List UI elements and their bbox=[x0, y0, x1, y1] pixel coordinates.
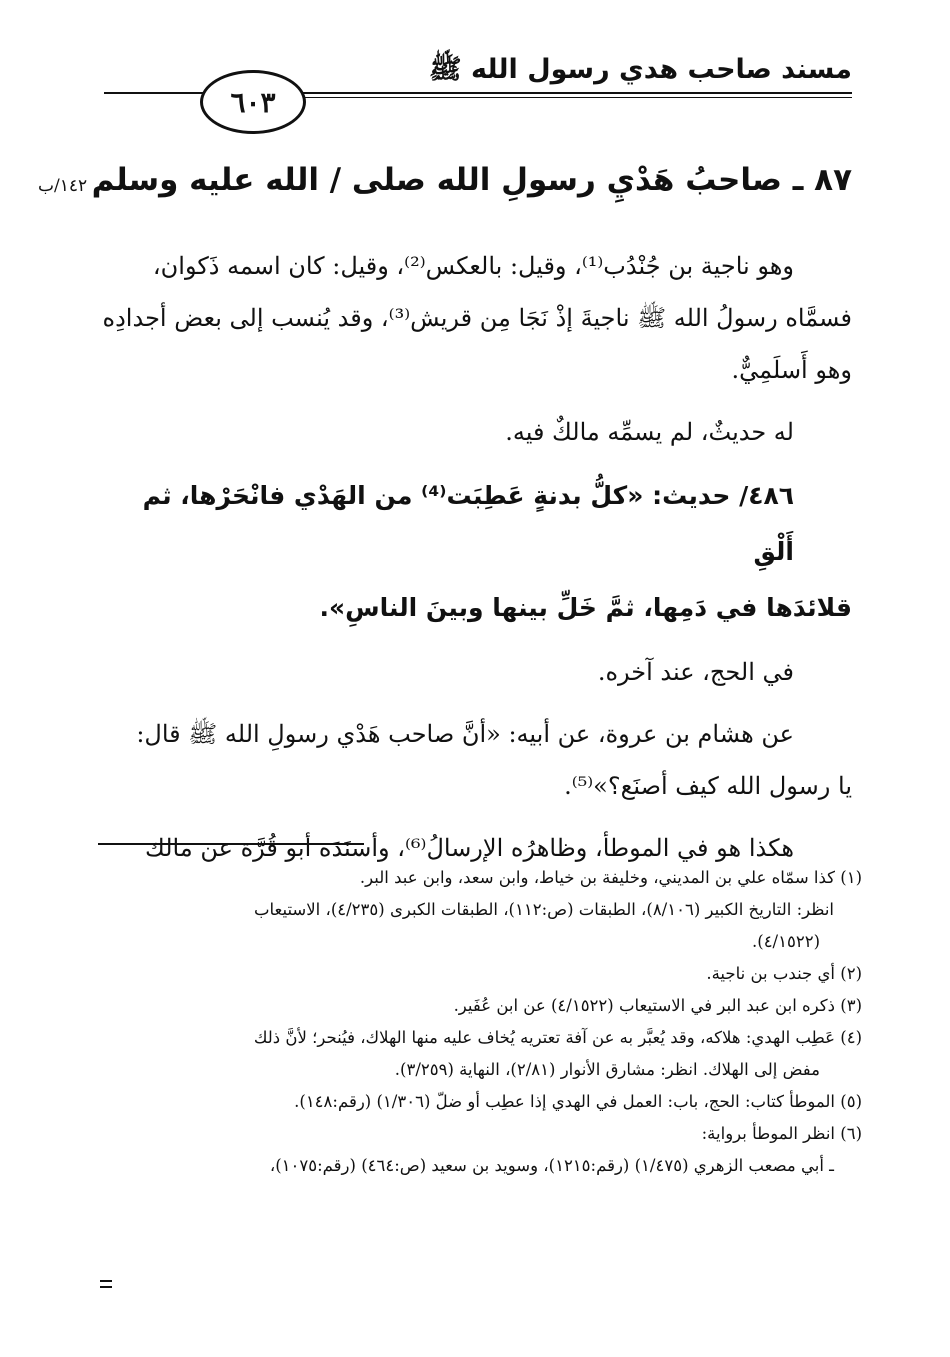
chain-line: عن هشام بن عروة، عن أبيه: «أنَّ صاحب هَدْي رسولِ الله ﷺ قال: bbox=[136, 720, 794, 748]
intro-line: وهو ناجية بن جُنْدُب⁽¹⁾، وقيل: بالعكس⁽²⁾، وقيل: كان اسمه ذَكوان، bbox=[152, 252, 794, 280]
footnote-line: (٢) أي جندب بن ناجية. bbox=[706, 964, 862, 983]
continuation-mark bbox=[100, 1280, 112, 1282]
chapter-title: ٨٧ ـ صاحبُ هَدْيِ رسولِ الله صلى / الله عليه وسلم bbox=[91, 162, 852, 198]
hadith-text-line: قلائدَها في دَمِها، ثمَّ خَلِّ بينها وبينَ الناسِ». bbox=[319, 593, 852, 622]
intro-line: وهو أَسلَمِيٌّ. bbox=[731, 356, 852, 384]
continuation-mark bbox=[100, 1286, 112, 1288]
footnote-line: (٤) عَطِب الهدي: هلاكه، وقد يُعبَّر به عن آفة تعتريه يُخاف عليه منها الهلاك، فيُنحر؛ لأنَّ ذلك bbox=[253, 1028, 862, 1047]
location-line: في الحج، عند آخره. bbox=[597, 658, 794, 686]
footnote-line: (١) كذا سمّاه علي بن المديني، وخليفة بن خياط، وابن سعد، وابن عبد البر. bbox=[359, 868, 862, 887]
intro-line: فسمَّاه رسولُ الله ﷺ ناجيةَ إذْ نَجَا مِن قريش⁽³⁾، وقد يُنسب إلى بعض أجدادِه bbox=[102, 304, 852, 332]
footnote-line: (٥) الموطأ كتاب: الحج، باب: العمل في الهدي إذا عطِب أو ضلّ (١/٣٠٦) (رقم:١٤٨). bbox=[294, 1092, 862, 1111]
manuscript-folio-note: ١٤٢/ب bbox=[38, 176, 88, 196]
footnote-line: انظر: التاريخ الكبير (٨/١٠٦)، الطبقات (ص:١١٢)، الطبقات الكبرى (٤/٢٣٥)، الاستيعاب bbox=[253, 900, 834, 919]
hadith-text-line: ٤٨٦/ حديث: «كلُّ بدنةٍ عَطِبَت⁽⁴⁾ من الهَدْي فانْحَرْها، ثم أَلْقِ bbox=[142, 481, 794, 566]
footnote-line: (٤/١٥٢٢). bbox=[752, 932, 820, 951]
footnotes bbox=[90, 862, 862, 1182]
running-header-title: مسند صاحب هدي رسول الله ﷺ bbox=[429, 54, 852, 85]
header-rule-thin bbox=[300, 97, 852, 98]
hadith-count-line: له حديثٌ، لم يسمِّه مالكٌ فيه. bbox=[505, 418, 794, 446]
page-number-oval bbox=[200, 70, 306, 134]
footnote-separator bbox=[98, 843, 364, 845]
footnote-line: (٦) انظر الموطأ برواية: bbox=[701, 1124, 862, 1143]
page-number: ٦٠٣ bbox=[230, 85, 276, 119]
footnote-line: مفض إلى الهلاك. انظر: مشارق الأنوار (٢/٨١)، النهاية (٣/٢٥٩). bbox=[394, 1060, 820, 1079]
chain-line: يا رسول الله كيف أصنَع؟»⁽⁵⁾. bbox=[564, 772, 852, 800]
footnote-line: (٣) ذكره ابن عبد البر في الاستيعاب (٤/١٥٢٢) عن ابن عُفَير. bbox=[453, 996, 862, 1015]
main-text bbox=[100, 240, 852, 874]
footnote-line: ـ أبي مصعب الزهري (١/٤٧٥) (رقم:١٢١٥)، وسويد بن سعيد (ص:٤٦٤) (رقم:١٠٧٥)، bbox=[269, 1156, 834, 1175]
closing-line: هكذا هو في الموطأ، وظاهرُه الإرسالُ⁽⁶⁾، وأسنَدَه أبو قُرَّة عن مالك bbox=[145, 834, 794, 862]
